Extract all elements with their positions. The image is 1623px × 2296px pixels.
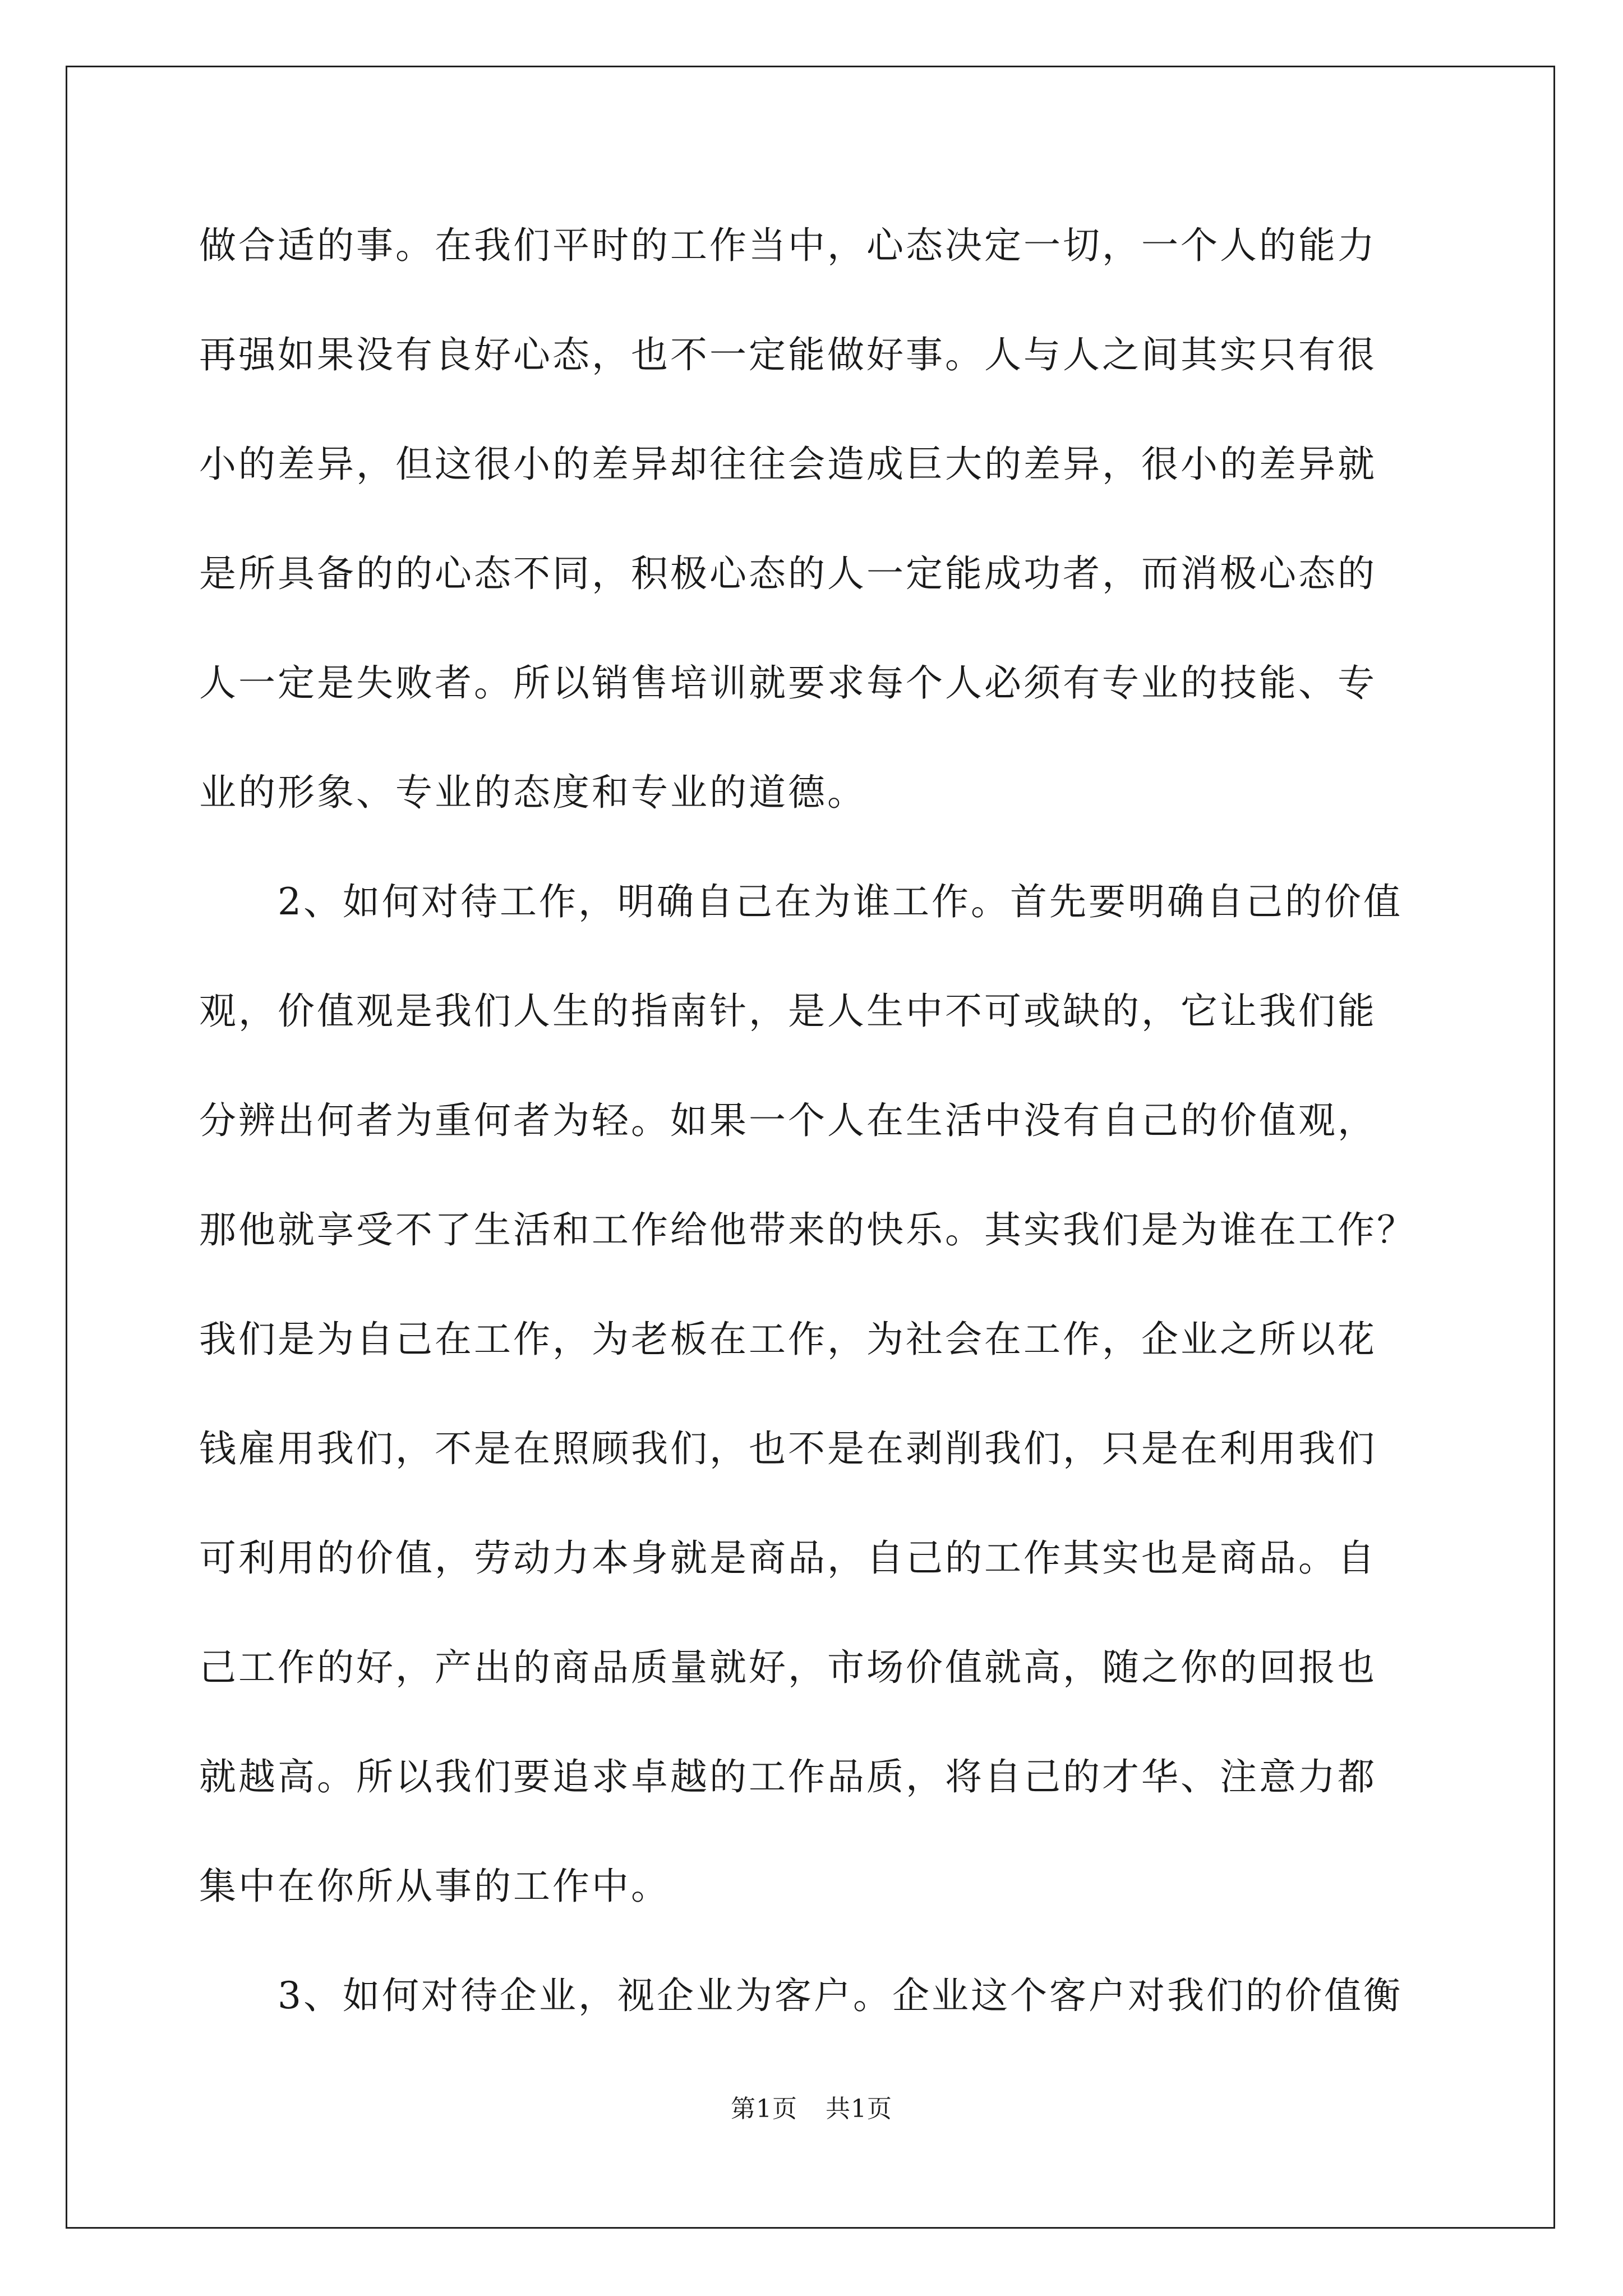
text-line: 小的差异，但这很小的差异却往往会造成巨大的差异，很小的差异就 xyxy=(199,443,1377,486)
text-line: 可利用的价值，劳动力本身就是商品，自己的工作其实也是商品。自 xyxy=(199,1536,1377,1580)
page-total: 共1页 xyxy=(826,2095,892,2123)
text-line: 观，价值观是我们人生的指南针，是人生中不可或缺的，它让我们能 xyxy=(199,990,1377,1033)
text-line: 集中在你所从事的工作中。 xyxy=(199,1865,670,1908)
text-line: 己工作的好，产出的商品质量就好，市场价值就高，随之你的回报也 xyxy=(199,1646,1377,1689)
page-number: 第1页 xyxy=(731,2095,797,2123)
text-line: 是所具备的的心态不同，积极心态的人一定能成功者，而消极心态的 xyxy=(199,552,1377,595)
text-line: 做合适的事。在我们平时的工作当中，心态决定一切，一个人的能力 xyxy=(199,224,1377,267)
text-line: 就越高。所以我们要追求卓越的工作品质，将自己的才华、注意力都 xyxy=(199,1755,1377,1798)
text-line: 3、如何对待企业，视企业为客户。企业这个客户对我们的价值衡 xyxy=(199,1974,1403,2017)
text-line: 人一定是失败者。所以销售培训就要求每个人必须有专业的技能、专 xyxy=(199,661,1377,705)
page-footer xyxy=(0,2092,1623,2126)
text-line: 2、如何对待工作，明确自己在为谁工作。首先要明确自己的价值 xyxy=(199,880,1403,923)
document-body xyxy=(199,191,1427,2050)
text-line: 那他就享受不了生活和工作给他带来的快乐。其实我们是为谁在工作？ xyxy=(199,1208,1416,1251)
text-line: 钱雇用我们，不是在照顾我们，也不是在剥削我们，只是在利用我们 xyxy=(199,1427,1377,1470)
text-line: 业的形象、专业的态度和专业的道德。 xyxy=(199,771,866,814)
text-line: 我们是为自己在工作，为老板在工作，为社会在工作，企业之所以花 xyxy=(199,1318,1377,1361)
text-line: 分辨出何者为重何者为轻。如果一个人在生活中没有自己的价值观， xyxy=(199,1099,1377,1142)
text-line: 再强如果没有良好心态，也不一定能做好事。人与人之间其实只有很 xyxy=(199,333,1377,376)
